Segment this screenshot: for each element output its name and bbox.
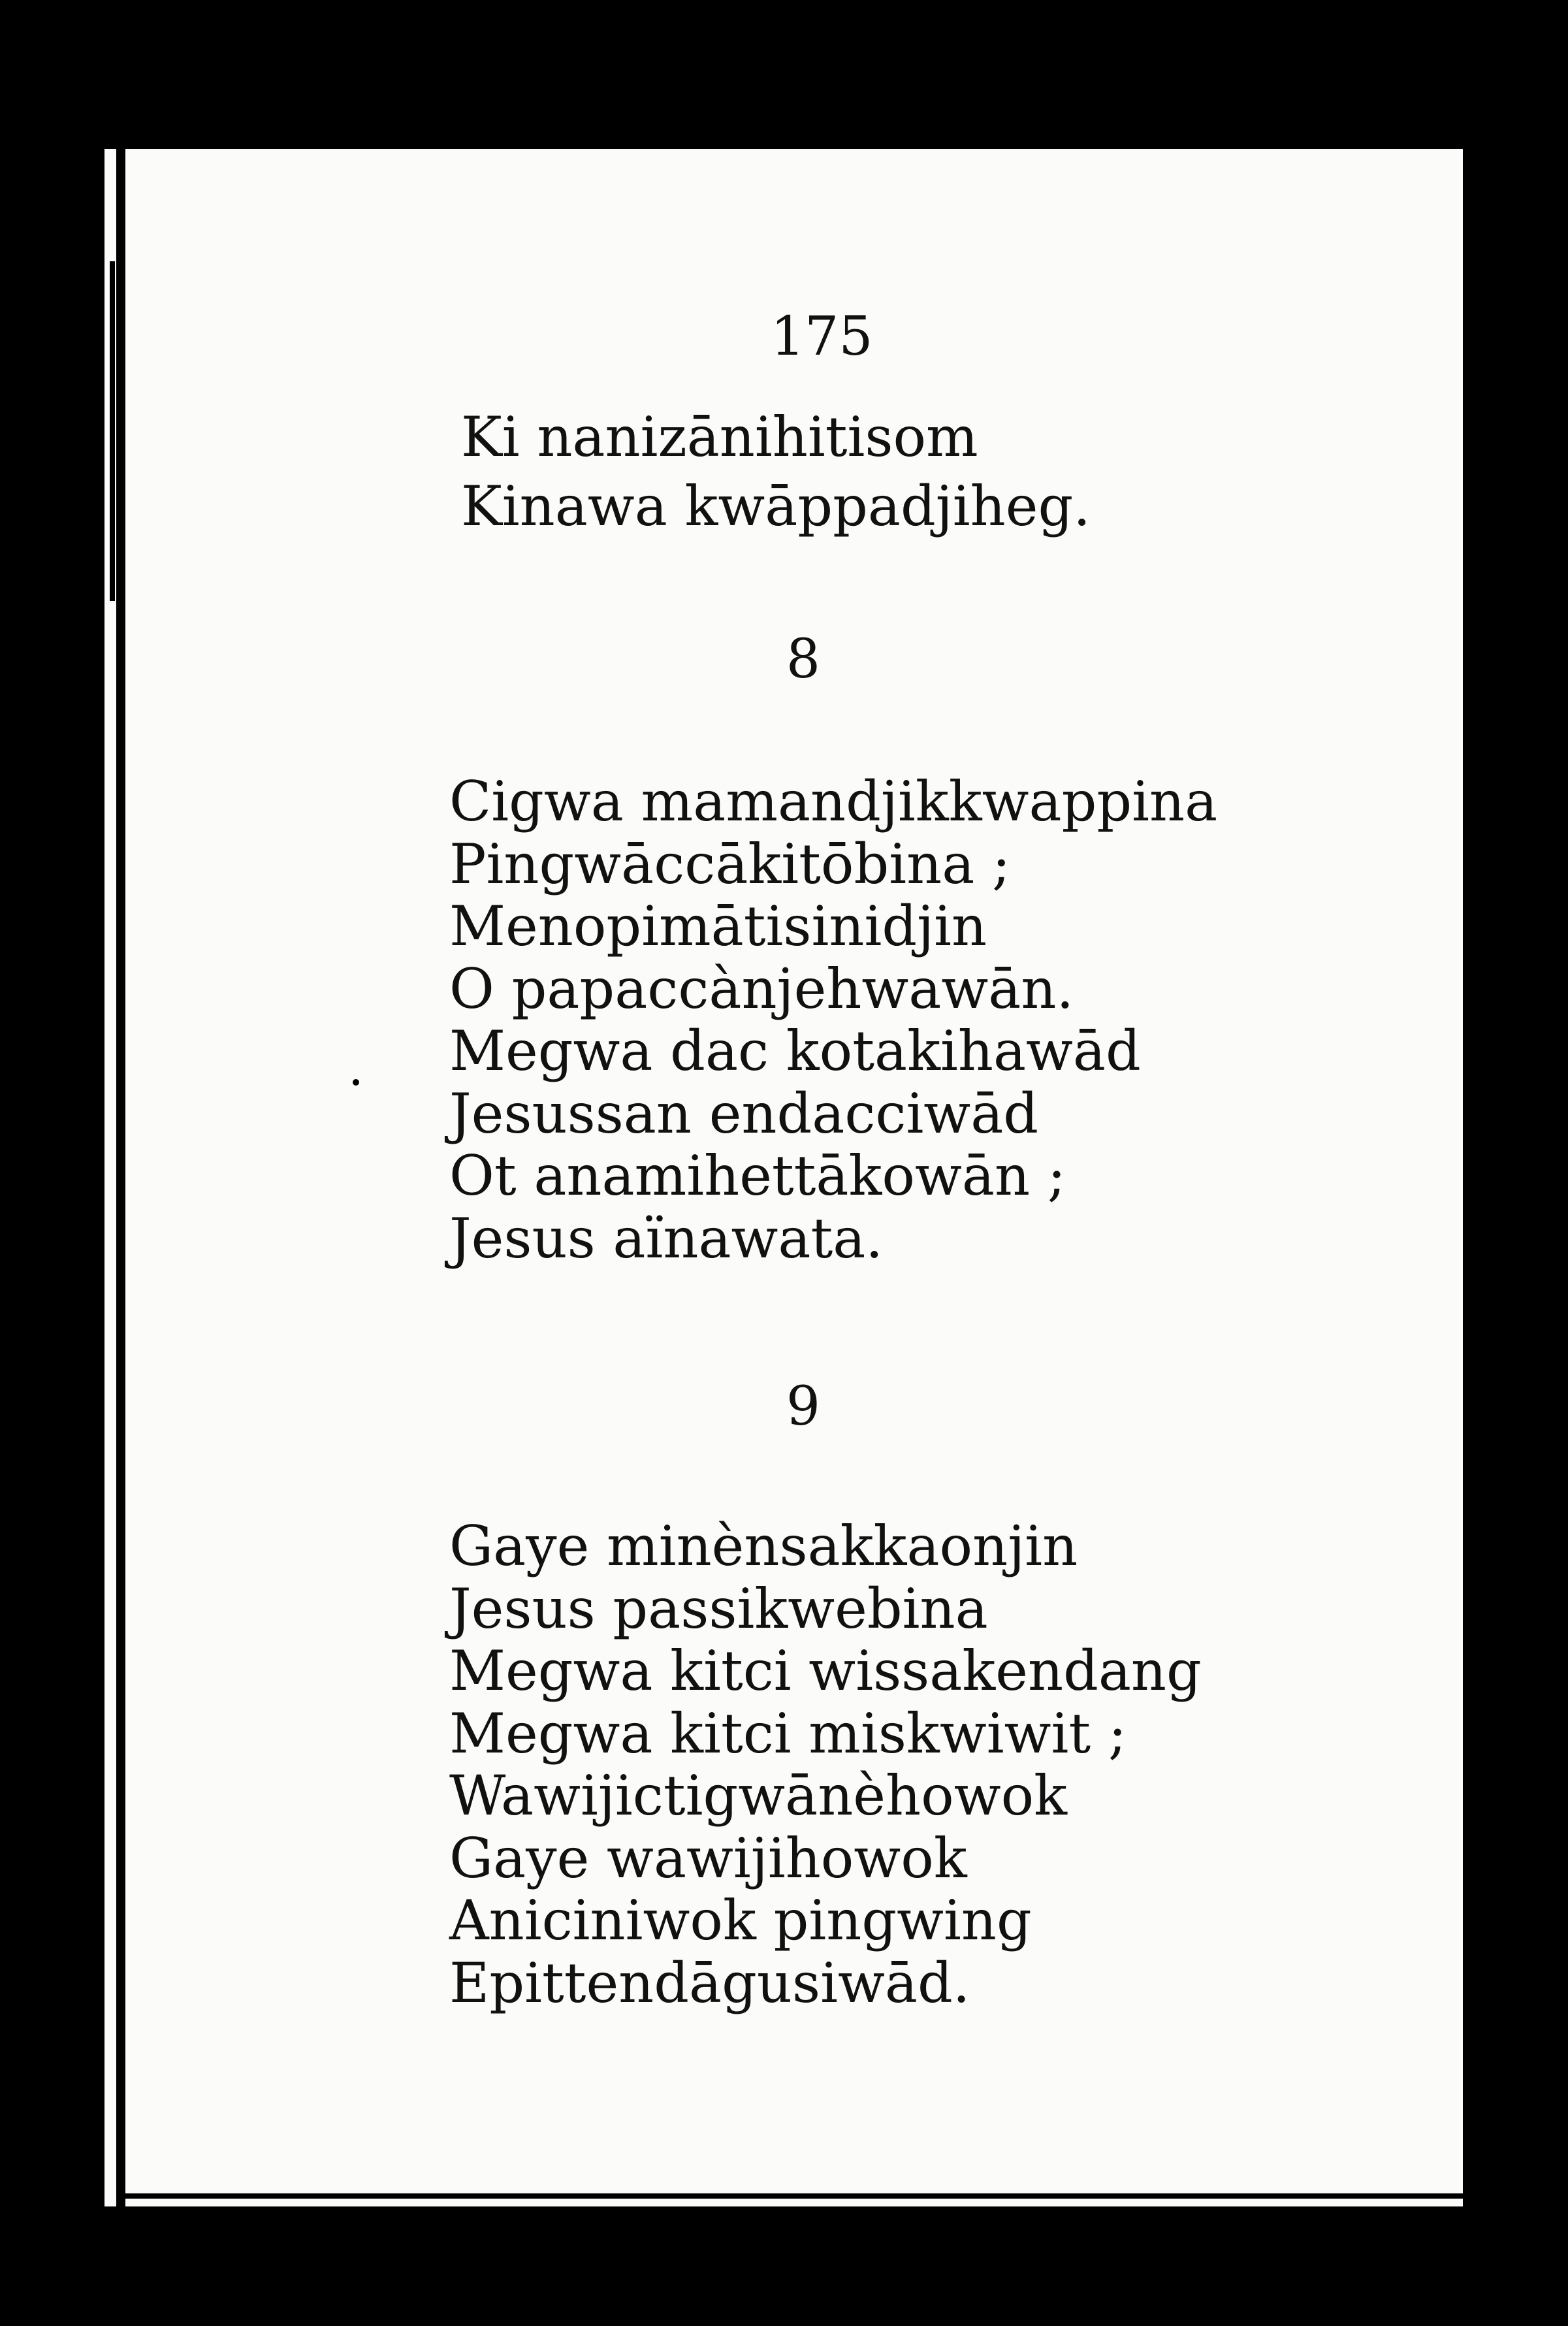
verse-line: Gaye minènsakkaonjin	[449, 1514, 1078, 1578]
gutter-shadow-inner	[110, 261, 115, 601]
verse-line: Jesus passikwebina	[449, 1576, 988, 1641]
verse-line: Menopimātisinidjin	[449, 894, 987, 958]
page-number: 175	[771, 306, 873, 368]
verse-line: Wawijictigwānèhowok	[449, 1764, 1068, 1828]
stanza-continuation	[461, 402, 1091, 541]
verse-line: Ki nanizānihitisom	[461, 405, 978, 469]
ink-speck	[353, 1079, 359, 1086]
stanza-number: 9	[786, 1376, 821, 1438]
stanza-number: 8	[786, 628, 821, 690]
verse-line: Kinawa kwāppadjiheg.	[461, 474, 1091, 538]
verse-line: Ot anamihettākowān ;	[449, 1144, 1066, 1208]
verse-line: Megwa dac kotakihawād	[449, 1019, 1141, 1083]
bottom-edge	[125, 2193, 1463, 2199]
verse-line: Gaye wawijihowok	[449, 1826, 967, 1890]
verse-line: Jesussan endacciwād	[449, 1081, 1039, 1146]
verse-line: Jesus aïnawata.	[449, 1206, 884, 1270]
verse-line: Megwa kitci wissakendang	[449, 1639, 1202, 1703]
verse-line: Megwa kitci miskwiwit ;	[449, 1701, 1127, 1766]
verse-line: O papaccànjehwawān.	[449, 956, 1074, 1021]
verse-line: Aniciniwok pingwing	[449, 1888, 1032, 1952]
verse-line: Cigwa mamandjikkwappina	[449, 769, 1218, 833]
verse-line: Pingwāccākitōbina ;	[449, 832, 1011, 896]
gutter-shadow	[116, 149, 125, 2206]
stanza-9	[449, 1515, 1202, 2014]
verse-line: Epittendāgusiwād.	[449, 1950, 970, 2015]
stanza-8	[449, 771, 1217, 1270]
